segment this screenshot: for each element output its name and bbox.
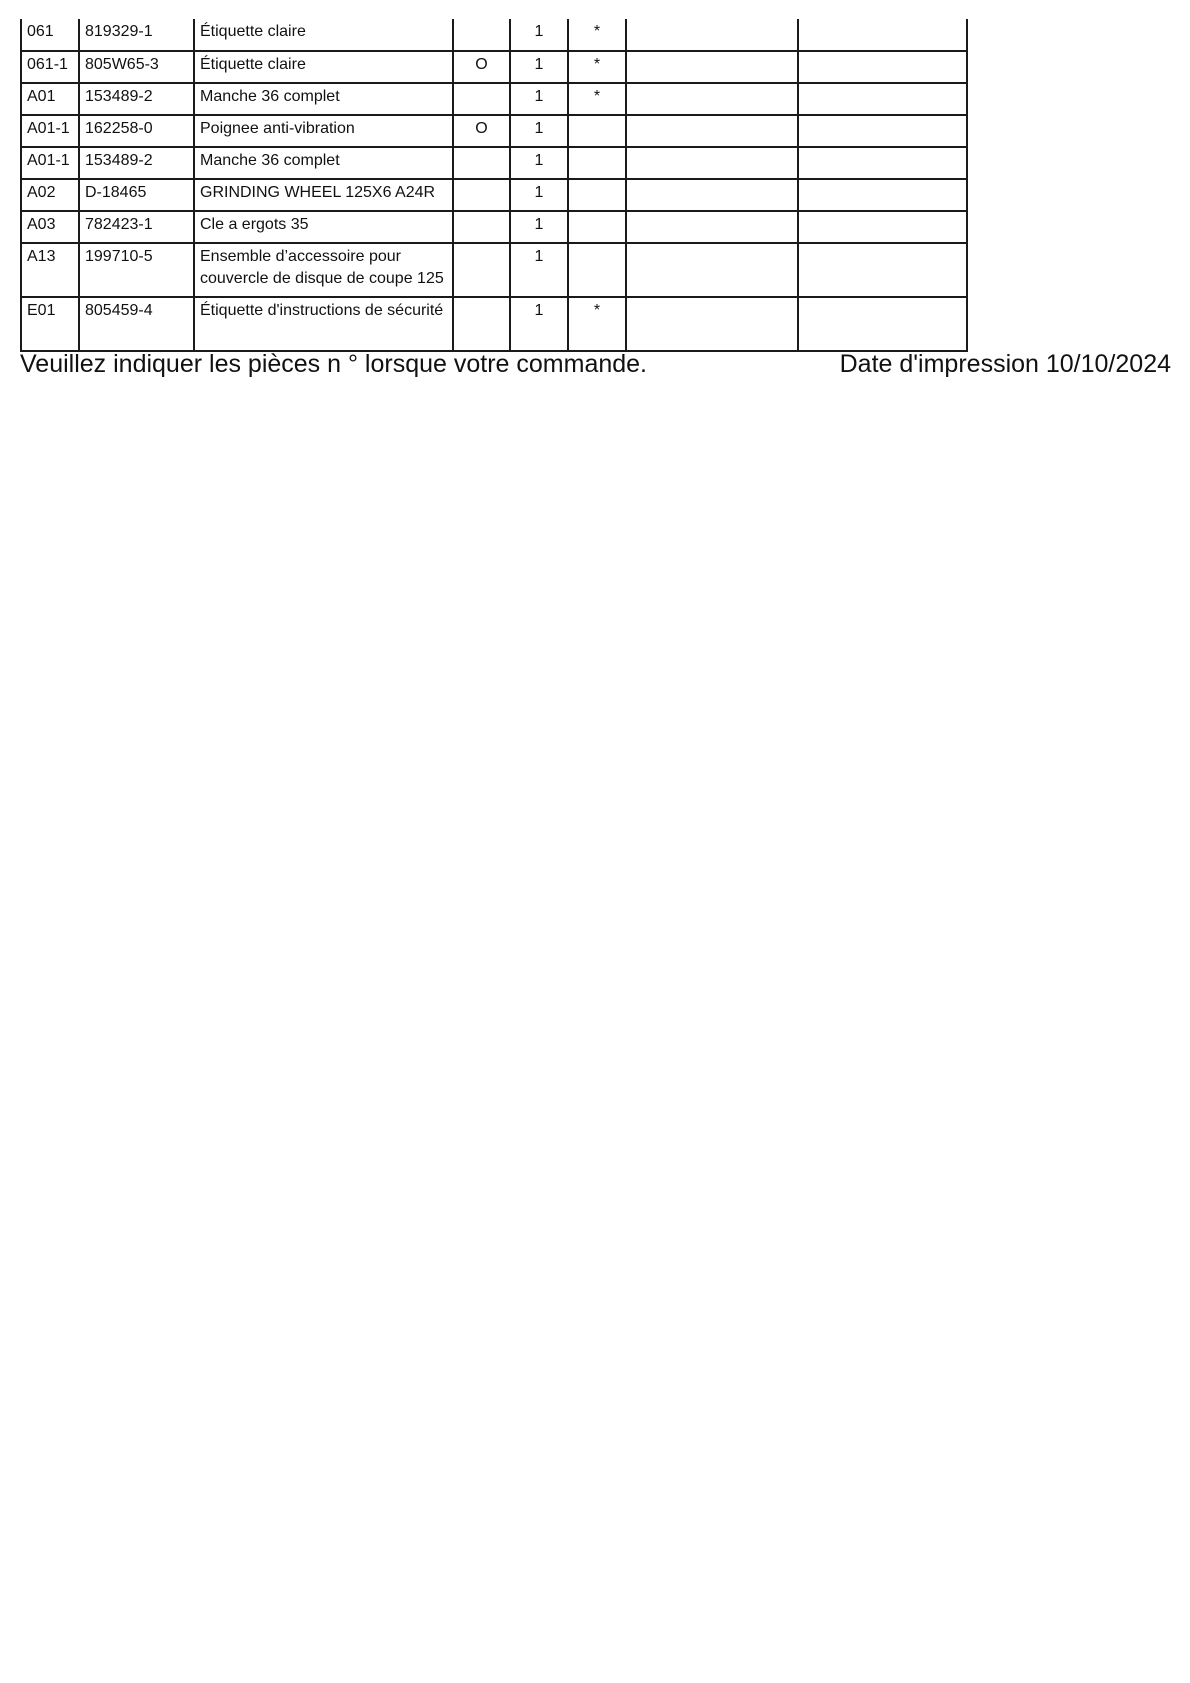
cell-quantity: 1 — [510, 179, 568, 211]
cell-item-no: E01 — [21, 297, 79, 351]
table-row — [21, 297, 967, 351]
cell-blank — [798, 115, 967, 147]
cell-blank — [626, 243, 798, 297]
cell-item-no: A01-1 — [21, 115, 79, 147]
cell-note-mark — [568, 115, 626, 147]
cell-blank — [798, 179, 967, 211]
cell-description: Manche 36 complet — [194, 83, 453, 115]
cell-blank — [798, 51, 967, 83]
cell-note-mark: * — [568, 83, 626, 115]
cell-blank — [798, 19, 967, 51]
table-row — [21, 19, 967, 51]
cell-option — [453, 147, 510, 179]
cell-description: Étiquette claire — [194, 51, 453, 83]
cell-item-no: A02 — [21, 179, 79, 211]
cell-note-mark — [568, 243, 626, 297]
cell-quantity: 1 — [510, 211, 568, 243]
parts-table — [20, 19, 968, 352]
cell-option: O — [453, 51, 510, 83]
table-row — [21, 243, 967, 297]
cell-item-no: A13 — [21, 243, 79, 297]
cell-item-no: 061 — [21, 19, 79, 51]
table-row — [21, 179, 967, 211]
cell-blank — [626, 115, 798, 147]
cell-blank — [798, 211, 967, 243]
cell-description: Manche 36 complet — [194, 147, 453, 179]
table-row — [21, 83, 967, 115]
cell-item-no: A01-1 — [21, 147, 79, 179]
cell-blank — [626, 19, 798, 51]
cell-quantity: 1 — [510, 83, 568, 115]
cell-blank — [798, 243, 967, 297]
cell-blank — [626, 51, 798, 83]
print-date: Date d'impression 10/10/2024 — [839, 350, 1171, 378]
cell-blank — [626, 297, 798, 351]
cell-blank — [798, 297, 967, 351]
cell-description: Cle a ergots 35 — [194, 211, 453, 243]
cell-description: Étiquette d'instructions de sécurité — [194, 297, 453, 351]
cell-option — [453, 83, 510, 115]
cell-item-no: A03 — [21, 211, 79, 243]
cell-quantity: 1 — [510, 147, 568, 179]
cell-note-mark: * — [568, 19, 626, 51]
cell-option — [453, 179, 510, 211]
cell-note-mark — [568, 211, 626, 243]
cell-part-number: 162258-0 — [79, 115, 194, 147]
cell-blank — [626, 211, 798, 243]
cell-description: GRINDING WHEEL 125X6 A24R — [194, 179, 453, 211]
parts-table-body — [21, 19, 967, 351]
cell-quantity: 1 — [510, 51, 568, 83]
cell-option: O — [453, 115, 510, 147]
cell-part-number: 199710-5 — [79, 243, 194, 297]
cell-part-number: 153489-2 — [79, 147, 194, 179]
cell-part-number: 153489-2 — [79, 83, 194, 115]
cell-item-no: A01 — [21, 83, 79, 115]
cell-option — [453, 297, 510, 351]
cell-quantity: 1 — [510, 115, 568, 147]
cell-description: Étiquette claire — [194, 19, 453, 51]
cell-part-number: 819329-1 — [79, 19, 194, 51]
cell-note-mark: * — [568, 297, 626, 351]
cell-item-no: 061-1 — [21, 51, 79, 83]
cell-blank — [626, 83, 798, 115]
order-instruction-note: Veuillez indiquer les pièces n ° lorsque votre commande. — [20, 350, 648, 378]
cell-blank — [798, 83, 967, 115]
cell-note-mark: * — [568, 51, 626, 83]
cell-quantity: 1 — [510, 243, 568, 297]
cell-quantity: 1 — [510, 19, 568, 51]
cell-part-number: 805459-4 — [79, 297, 194, 351]
cell-part-number: 805W65-3 — [79, 51, 194, 83]
cell-option — [453, 19, 510, 51]
cell-blank — [798, 147, 967, 179]
cell-part-number: 782423-1 — [79, 211, 194, 243]
cell-blank — [626, 179, 798, 211]
cell-blank — [626, 147, 798, 179]
cell-note-mark — [568, 147, 626, 179]
cell-option — [453, 243, 510, 297]
cell-description: Poignee anti-vibration — [194, 115, 453, 147]
cell-option — [453, 211, 510, 243]
cell-description: Ensemble d’accessoire pour couvercle de disque de coupe 125 — [194, 243, 453, 297]
cell-note-mark — [568, 179, 626, 211]
cell-quantity: 1 — [510, 297, 568, 351]
cell-part-number: D-18465 — [79, 179, 194, 211]
table-row — [21, 51, 967, 83]
table-row — [21, 147, 967, 179]
table-row — [21, 115, 967, 147]
table-row — [21, 211, 967, 243]
